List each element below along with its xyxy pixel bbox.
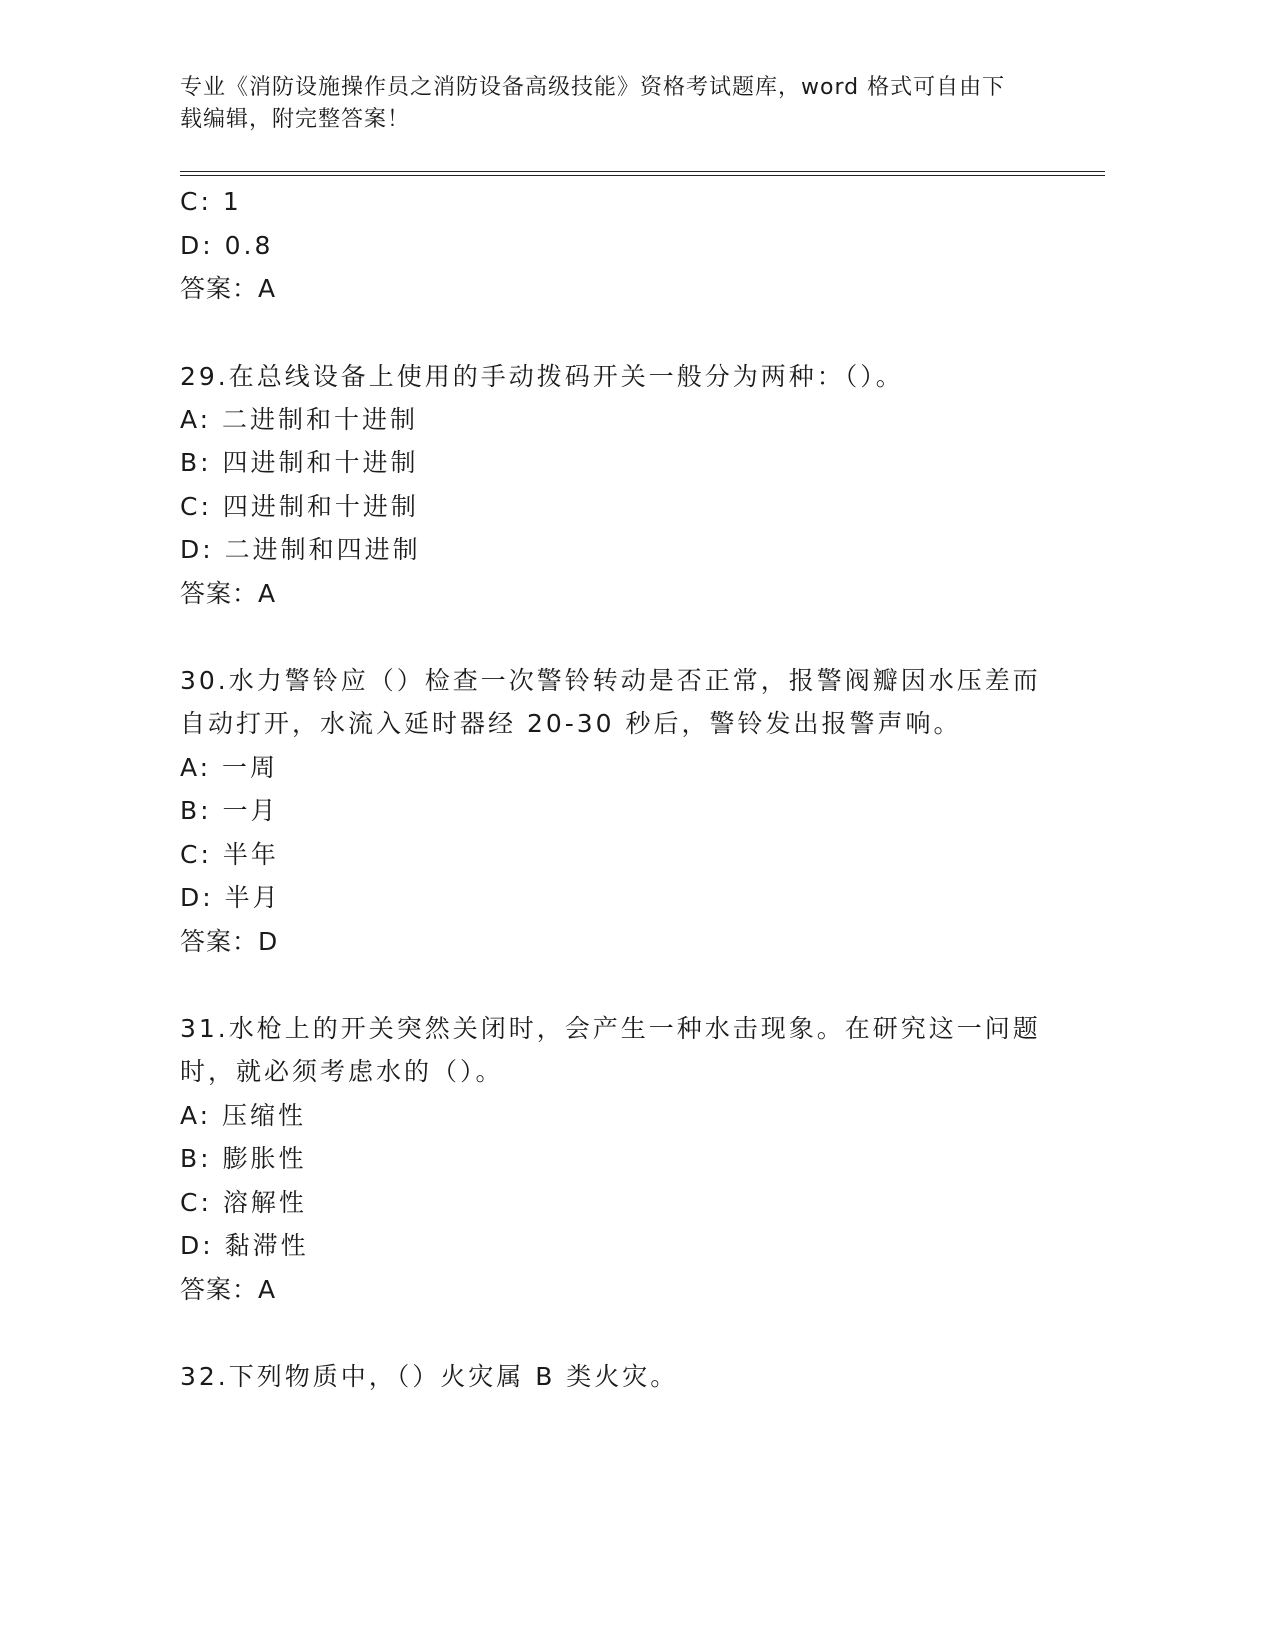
q32-stem: 32.下列物质中，（）火灾属 B 类火灾。	[180, 1362, 679, 1391]
q31-option-d: D: 黏滞性	[180, 1231, 309, 1260]
q30-option-a: A: 一周	[180, 753, 279, 782]
q31-option-a: A: 压缩性	[180, 1101, 307, 1130]
q29-option-d: D: 二进制和四进制	[180, 535, 421, 564]
q31-answer: 答案：A	[180, 1275, 277, 1304]
header-divider-bottom	[180, 175, 1105, 176]
document-header	[180, 72, 1060, 136]
q29-stem: 29.在总线设备上使用的手动拨码开关一般分为两种：（）。	[180, 362, 904, 391]
header-line-1: 专业《消防设施操作员之消防设备高级技能》资格考试题库，word 格式可自由下	[180, 75, 1006, 100]
q28-option-d: D: 0.8	[180, 231, 274, 260]
q28-answer: 答案：A	[180, 274, 277, 303]
header-line-2: 载编辑，附完整答案！	[180, 107, 411, 132]
q31-option-b: B: 膨胀性	[180, 1144, 307, 1173]
q30-stem-line-2: 自动打开，水流入延时器经 20-30 秒后，警铃发出报警声响。	[180, 709, 962, 738]
q29-answer: 答案：A	[180, 579, 277, 608]
q29-option-a: A: 二进制和十进制	[180, 405, 419, 434]
q29-option-c: C: 四进制和十进制	[180, 492, 419, 521]
q30-option-b: B: 一月	[180, 796, 279, 825]
q31-stem-line-2: 时，就必须考虑水的（）。	[180, 1057, 504, 1086]
header-divider-top	[180, 171, 1105, 172]
q30-answer: 答案：D	[180, 927, 279, 956]
q31-stem-line-1: 31.水枪上的开关突然关闭时，会产生一种水击现象。在研究这一问题	[180, 1014, 1041, 1043]
q31-option-c: C: 溶解性	[180, 1188, 307, 1217]
q30-stem-line-1: 30.水力警铃应（）检查一次警铃转动是否正常，报警阀瓣因水压差而	[180, 666, 1041, 695]
q28-option-c: C: 1	[180, 187, 242, 216]
q30-option-c: C: 半年	[180, 840, 279, 869]
q29-option-b: B: 四进制和十进制	[180, 448, 419, 477]
q30-option-d: D: 半月	[180, 883, 281, 912]
